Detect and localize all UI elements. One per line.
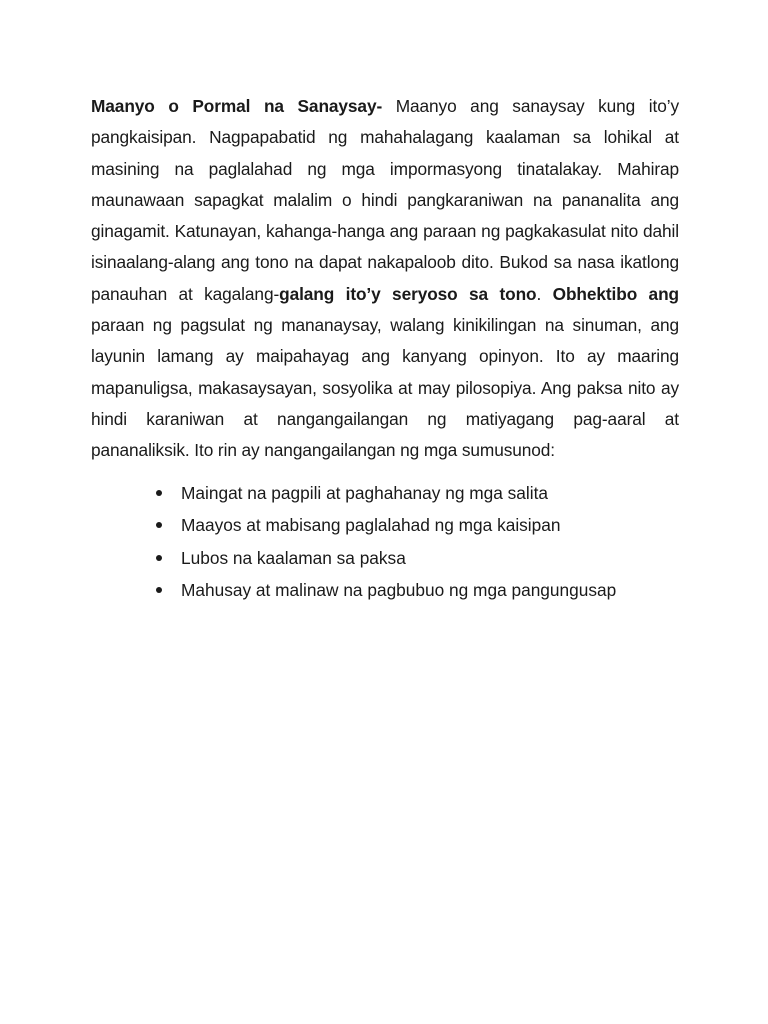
bullet-icon xyxy=(156,587,162,593)
list-item xyxy=(156,480,676,512)
paragraph-text-2: . xyxy=(536,283,553,304)
list-item-text: Lubos na kaalaman sa paksa xyxy=(181,547,406,568)
list-item xyxy=(156,545,676,577)
bullet-icon xyxy=(156,522,162,528)
bullet-icon xyxy=(156,555,162,561)
list-item xyxy=(156,577,676,609)
body-paragraph xyxy=(91,91,679,467)
paragraph-text-1: Maanyo ang sanaysay kung ito’y pangkaisipan. Nagpapabatid ng mahahalagang kaalaman sa lohikal at masining na paglalahad ng mga impormasyong tinatalakay. Mahirap maunawaan sapagkat malalim o hindi pangkaraniwan na pananalita ang ginagamit. Katunayan, kahanga-hanga ang paraan ng pagkakasulat nito dahil isinaalang-alang ang tono na dapat nakapaloob dito. Bukod sa nasa ikatlong panauhan at kagalang- xyxy=(91,96,680,304)
bold-phrase-1: galang ito’y seryoso sa tono xyxy=(279,283,537,304)
list-item xyxy=(156,512,676,544)
bold-phrase-2: Obhektibo ang xyxy=(552,283,679,304)
paragraph-text-3: paraan ng pagsulat ng mananaysay, walang kinikilingan na sinuman, ang layunin lamang ay maipahayag ang kanyang opinyon. Ito ay maaring mapanuligsa, makasaysayan, sosyolika at may pilosopiya. Ang paksa nito ay hindi karaniwan at nangangailangan ng matiyagang pag-aaral at pananaliksik. Ito rin ay nangangailangan ng mga sumusunod: xyxy=(91,315,679,461)
list-item-text: Maingat na pagpili at paghahanay ng mga salita xyxy=(181,483,549,503)
essay-heading: Maanyo o Pormal na Sanaysay- xyxy=(91,96,383,116)
bullet-icon xyxy=(156,490,162,496)
list-item-text: Maayos at mabisang paglalahad ng mga kaisipan xyxy=(181,515,561,536)
list-item-text: Mahusay at malinaw na pagbubuo ng mga pangungusap xyxy=(181,580,617,601)
requirements-list xyxy=(156,480,676,610)
